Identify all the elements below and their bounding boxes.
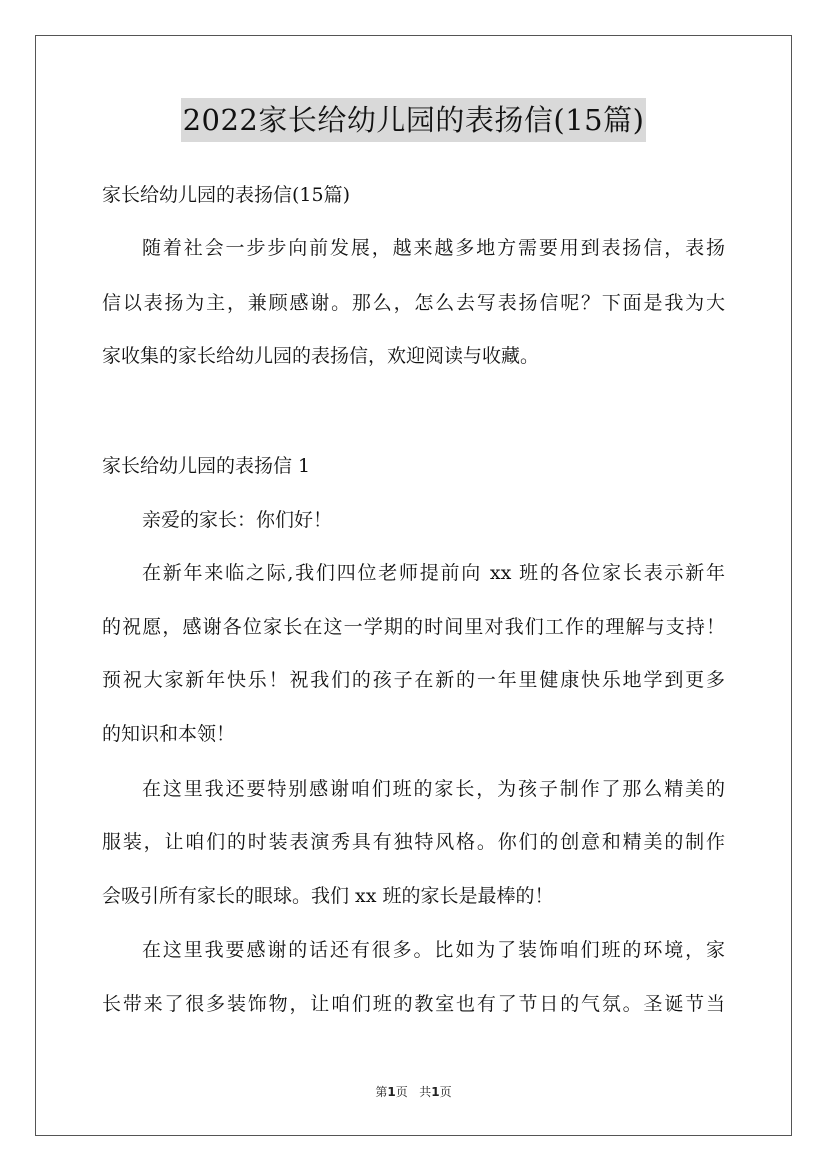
section-heading: 家长给幼儿园的表扬信 1 (102, 455, 311, 477)
document-subtitle: 家长给幼儿园的表扬信(15篇) (102, 184, 351, 206)
intro-line-2: 信以表扬为主，兼顾感谢。那么，怎么去写表扬信呢？下面是我为大 (102, 292, 725, 314)
footer-total-suffix: 页 (439, 1085, 452, 1099)
footer-page-prefix: 第 (375, 1085, 388, 1099)
greeting: 亲爱的家长：你们好！ (142, 509, 333, 531)
para1-line-2: 的祝愿，感谢各位家长在这一学期的时间里对我们工作的理解与支持！ (102, 616, 725, 638)
para1-line-4: 的知识和本领！ (102, 723, 236, 745)
footer-total-prefix: 共 (419, 1085, 432, 1099)
intro-line-1: 随着社会一步步向前发展，越来越多地方需要用到表扬信，表扬 (142, 237, 725, 259)
footer-page-suffix: 页 (395, 1085, 408, 1099)
intro-line-3: 家收集的家长给幼儿园的表扬信，欢迎阅读与收藏。 (102, 345, 540, 367)
para1-line-1: 在新年来临之际,我们四位老师提前向 xx 班的各位家长表示新年 (142, 562, 725, 584)
footer-page-number: 1 (387, 1085, 396, 1099)
para2-line-1: 在这里我还要特别感谢咱们班的家长，为孩子制作了那么精美的 (142, 778, 725, 800)
para2-line-2: 服装，让咱们的时装表演秀具有独特风格。你们的创意和精美的制作 (102, 831, 725, 853)
footer-total-number: 1 (431, 1085, 440, 1099)
para1-line-3: 预祝大家新年快乐！祝我们的孩子在新的一年里健康快乐地学到更多 (102, 669, 725, 691)
para2-line-3: 会吸引所有家长的眼球。我们 xx 班的家长是最棒的！ (102, 885, 554, 907)
page-footer (0, 1083, 827, 1101)
para3-line-2: 长带来了很多装饰物，让咱们班的教室也有了节日的气氛。圣诞节当 (102, 993, 725, 1015)
title-container (0, 98, 827, 142)
para3-line-1: 在这里我要感谢的话还有很多。比如为了装饰咱们班的环境，家 (142, 939, 725, 961)
document-title: 2022家长给幼儿园的表扬信(15篇) (181, 98, 647, 142)
